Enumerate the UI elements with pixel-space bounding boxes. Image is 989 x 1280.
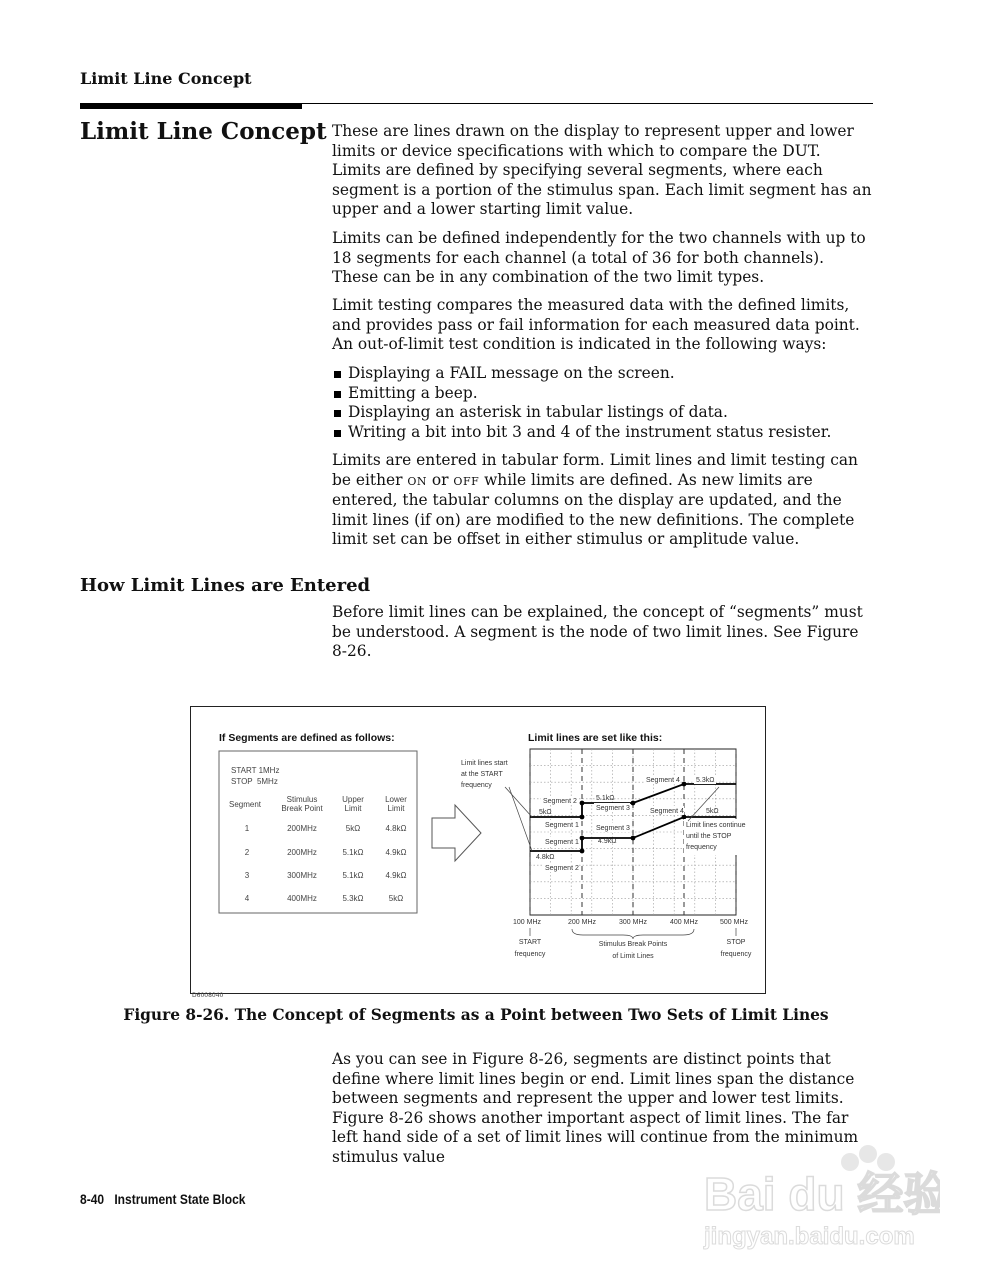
start-freq-label: frequency bbox=[514, 951, 546, 958]
table-cell: 4.8kΩ bbox=[385, 824, 407, 833]
list-item bbox=[332, 364, 872, 384]
paragraph-testing bbox=[332, 296, 872, 355]
watermark-logo bbox=[700, 1140, 940, 1260]
list-item bbox=[332, 403, 872, 423]
bullet-square-icon bbox=[334, 410, 341, 417]
list-item-text: Emitting a beep. bbox=[348, 383, 478, 402]
section-title: Limit Line Concept bbox=[80, 118, 327, 145]
x-tick-label: 300 MHz bbox=[618, 919, 648, 926]
list-item-text: Writing a bit into bit 3 and 4 of the instrument status resister. bbox=[348, 422, 832, 441]
watermark-url: jingyan.baidu.com bbox=[704, 1223, 915, 1250]
header-rule-thin bbox=[302, 103, 873, 104]
paragraph-channels bbox=[332, 229, 872, 288]
note-start-line: at the START bbox=[461, 771, 503, 778]
table-cell: 5kΩ bbox=[388, 894, 404, 903]
paragraph-segments bbox=[332, 603, 872, 662]
value-label: 5.1kΩ bbox=[596, 795, 615, 802]
col-stimulus-header-1: Stimulus bbox=[286, 795, 318, 804]
header-rule-thick bbox=[80, 103, 302, 109]
on-keyword: ON bbox=[407, 474, 427, 488]
value-label: 5.3kΩ bbox=[696, 777, 715, 784]
note-start-line: frequency bbox=[461, 782, 492, 789]
table-cell: 5kΩ bbox=[345, 824, 361, 833]
col-lower-header-2: Limit bbox=[387, 804, 405, 813]
figure-8-26 bbox=[190, 706, 766, 994]
figure-left-title: If Segments are defined as follows: bbox=[219, 732, 395, 744]
col-stimulus-header-2: Break Point bbox=[281, 804, 323, 813]
page-number: 8-40 bbox=[80, 1191, 105, 1207]
segment-label: Segment 3 bbox=[596, 805, 630, 812]
list-item-text: Displaying a FAIL message on the screen. bbox=[348, 364, 675, 382]
table-cell: 5.1kΩ bbox=[342, 848, 364, 857]
value-label: 4.9kΩ bbox=[598, 838, 617, 845]
stop-freq-label: frequency bbox=[720, 951, 752, 958]
x-tick-label: 100 MHz bbox=[512, 919, 542, 926]
running-head: Limit Line Concept bbox=[80, 69, 252, 88]
value-label: 4.8kΩ bbox=[536, 854, 555, 861]
segment-label: Segment 1 bbox=[545, 839, 579, 846]
value-label: 5kΩ bbox=[539, 809, 552, 816]
bullet-square-icon bbox=[334, 430, 341, 437]
list-item bbox=[332, 384, 872, 404]
segment-label: Segment 4 bbox=[650, 808, 684, 815]
col-lower-header-1: Lower bbox=[385, 795, 407, 804]
note-start-line: Limit lines start bbox=[461, 760, 508, 767]
segment-label: Segment 3 bbox=[596, 825, 630, 832]
breakpoints-label: Stimulus Break Points bbox=[598, 941, 668, 948]
paragraph-text: As you can see in Figure 8-26, segments are distinct points that define where limit lines begin or end. Limit lines span the distance between segments and represent the upper and lower test limits. Figure 8-26 shows another important aspect of limit lines. The far left hand side of a set of limit lines will continue from the minimum stimulus value bbox=[332, 1050, 859, 1166]
bullet-square-icon bbox=[334, 391, 341, 398]
footer-title: Instrument State Block bbox=[114, 1191, 246, 1207]
table-cell: 300MHz bbox=[287, 871, 317, 880]
col-segment-header: Segment bbox=[229, 800, 262, 809]
start-freq-label: START bbox=[518, 939, 542, 946]
paragraph-tabular bbox=[332, 451, 872, 550]
right-arrow-icon bbox=[432, 805, 481, 861]
bullet-square-icon bbox=[334, 371, 341, 378]
baidu-watermark bbox=[700, 1140, 940, 1264]
figure-id: D6008040 bbox=[192, 992, 224, 999]
segment-label: Segment 1 bbox=[545, 822, 579, 829]
table-cell: 3 bbox=[244, 871, 250, 880]
off-keyword: OFF bbox=[453, 474, 480, 488]
table-cell: 1 bbox=[244, 824, 250, 833]
page-footer bbox=[80, 1191, 245, 1207]
limit-line-graph bbox=[459, 749, 764, 960]
paragraph-intro bbox=[332, 122, 872, 220]
list-item bbox=[332, 423, 872, 443]
x-tick-label: 200 MHz bbox=[567, 919, 597, 926]
stop-freq-label: STOP bbox=[726, 939, 746, 946]
figure-right-title: Limit lines are set like this: bbox=[528, 732, 663, 744]
col-upper-header-1: Upper bbox=[342, 795, 364, 804]
value-label: 5kΩ bbox=[706, 808, 719, 815]
segment-label: Segment 2 bbox=[545, 865, 579, 872]
table-cell: 5.3kΩ bbox=[342, 894, 364, 903]
paragraph-text: Limit testing compares the measured data with the defined limits, and provides pass or fail information for each measured data point. An out-of-limit test condition is indicated in the following ways: bbox=[332, 296, 860, 353]
table-cell: 200MHz bbox=[287, 848, 317, 857]
table-cell: 4.9kΩ bbox=[385, 848, 407, 857]
note-continue-line: until the STOP bbox=[686, 833, 732, 840]
figure-diagram bbox=[191, 707, 765, 993]
breakpoints-label: of Limit Lines bbox=[612, 953, 654, 960]
table-cell: 4.9kΩ bbox=[385, 871, 407, 880]
note-continue-line: frequency bbox=[686, 844, 717, 851]
x-tick-label: 500 MHz bbox=[719, 919, 749, 926]
subsection-heading: How Limit Lines are Entered bbox=[80, 575, 371, 596]
note-continue-line: Limit lines continue bbox=[686, 822, 746, 829]
watermark-brand: Bai du 经验 bbox=[704, 1168, 940, 1220]
stop-label: STOP 5MHz bbox=[231, 777, 278, 786]
fail-indicator-list bbox=[332, 364, 872, 442]
segment-label: Segment 2 bbox=[543, 798, 577, 805]
table-cell: 200MHz bbox=[287, 824, 317, 833]
col-upper-header-2: Limit bbox=[344, 804, 362, 813]
table-cell: 5.1kΩ bbox=[342, 871, 364, 880]
axis-braces bbox=[530, 928, 736, 939]
paragraph-text: Limits can be defined independently for the two channels with up to 18 segments for each channel (a total of 36 for both channels). These can be in any combination of the two limit types. bbox=[332, 229, 866, 286]
paragraph-text: These are lines drawn on the display to represent upper and lower limits or device specifications with which to compare the DUT. Limits are defined by specifying several segments, where each segment is a portion of the stimulus span. Each limit segment has an upper and a lower starting limit value. bbox=[332, 122, 872, 218]
paragraph-text: Limits are entered in tabular form. Limit lines and limit testing can be either ON or OFF while limits are defined. As new limits are entered, the tabular columns on the display are updated, and the limit lines (if on) are modified to the new definitions. The complete limit set can be offset in either stimulus or amplitude value. bbox=[332, 451, 858, 548]
table-cell: 2 bbox=[244, 848, 250, 857]
figure-caption: Figure 8-26. The Concept of Segments as a Point between Two Sets of Limit Lines bbox=[123, 1006, 829, 1024]
paragraph-text: Before limit lines can be explained, the concept of “segments” must be understood. A segment is the node of two limit lines. See Figure 8-26. bbox=[332, 603, 863, 660]
x-tick-label: 400 MHz bbox=[669, 919, 699, 926]
start-label: START 1MHz bbox=[231, 766, 280, 775]
table-cell: 400MHz bbox=[287, 894, 317, 903]
list-item-text: Displaying an asterisk in tabular listings of data. bbox=[348, 403, 728, 421]
segment-label: Segment 4 bbox=[646, 777, 680, 784]
table-cell: 4 bbox=[244, 894, 250, 903]
